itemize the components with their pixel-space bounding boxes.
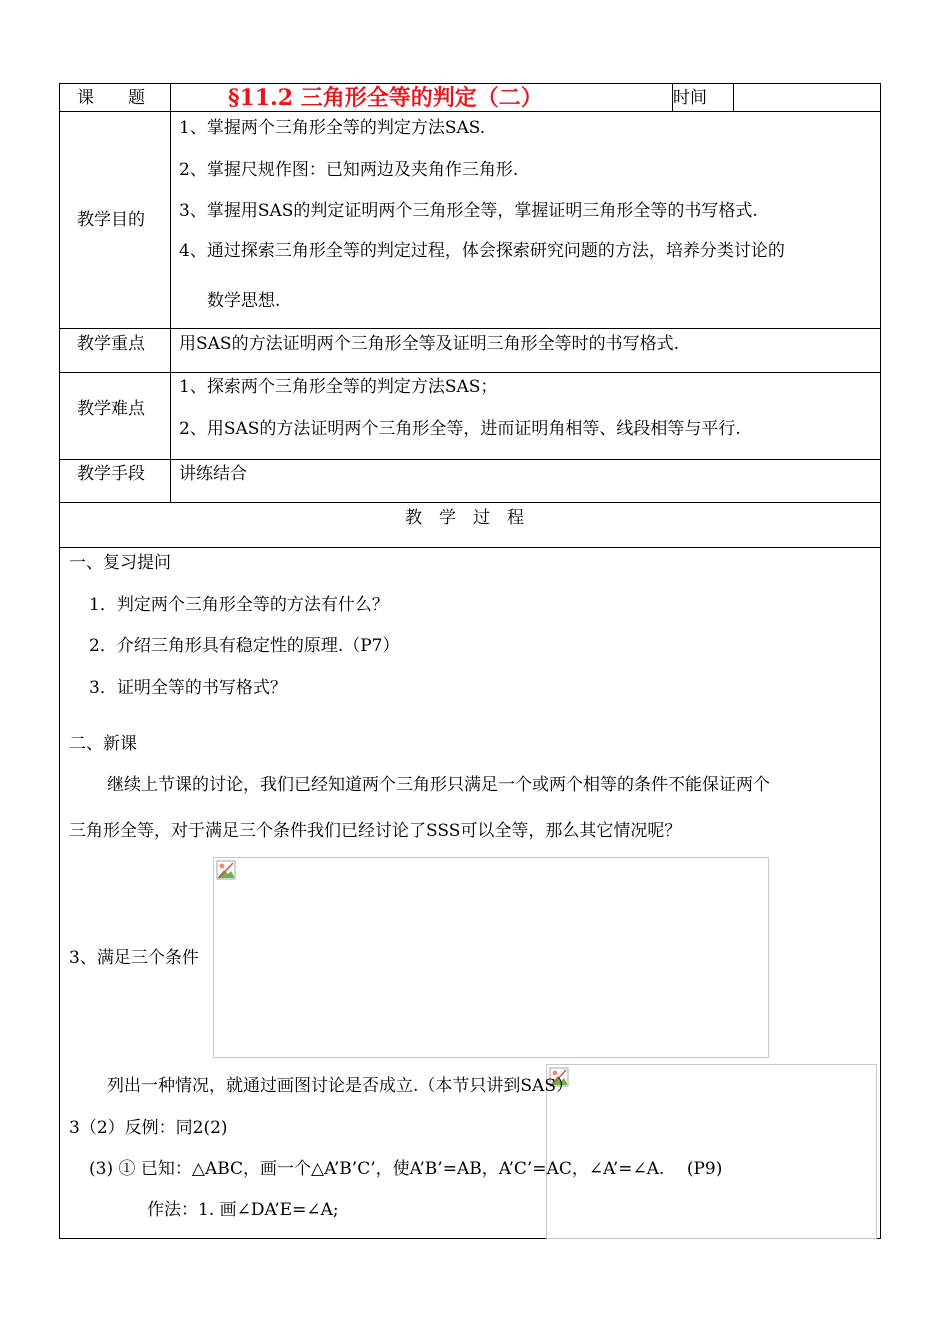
body-line: (3) ① 已知：△ABC，画一个△A’B’C’，使A’B’=AB，A’C’=AC，∠A’=∠A. (P9) bbox=[89, 1159, 723, 1179]
row-divider bbox=[60, 502, 880, 503]
column-divider bbox=[733, 84, 734, 111]
section-heading: 二、新课 bbox=[69, 734, 137, 754]
section-heading: 一、复习提问 bbox=[69, 553, 171, 573]
objective-item: 3、掌握用SAS的判定证明两个三角形全等，掌握证明三角形全等的书写格式. bbox=[179, 201, 758, 221]
body-line: 3（2）反例：同2(2) bbox=[69, 1118, 228, 1138]
row-divider bbox=[60, 328, 880, 329]
body-line: 3、满足三个条件 bbox=[69, 948, 199, 968]
figure-placeholder bbox=[213, 857, 769, 1058]
row-divider bbox=[60, 372, 880, 373]
objective-item: 4、通过探索三角形全等的判定过程，体会探索研究问题的方法，培养分类讨论的 bbox=[179, 241, 785, 261]
key-points-label: 教学重点 bbox=[77, 334, 145, 354]
row-divider bbox=[60, 111, 880, 112]
broken-image-icon bbox=[216, 860, 236, 880]
means-label: 教学手段 bbox=[77, 464, 145, 484]
objective-item: 1、掌握两个三角形全等的判定方法SAS. bbox=[179, 118, 486, 138]
row-divider bbox=[60, 547, 880, 548]
body-line: 列出一种情况，就通过画图讨论是否成立.（本节只讲到SAS） bbox=[107, 1076, 573, 1096]
topic-label: 课 题 bbox=[77, 88, 145, 108]
key-points-text: 用SAS的方法证明两个三角形全等及证明三角形全等时的书写格式. bbox=[179, 334, 679, 354]
column-divider bbox=[170, 84, 171, 502]
objective-item: 数学思想. bbox=[207, 291, 281, 311]
means-text: 讲练结合 bbox=[179, 464, 247, 484]
row-divider bbox=[60, 459, 880, 460]
difficulty-item: 2、用SAS的方法证明两个三角形全等，进而证明角相等、线段相等与平行. bbox=[179, 419, 741, 439]
body-line: 作法：1. 画∠DA’E=∠A; bbox=[147, 1200, 339, 1220]
objective-item: 2、掌握尺规作图：已知两边及夹角作三角形. bbox=[179, 160, 519, 180]
difficulties-label: 教学难点 bbox=[77, 399, 145, 419]
body-paragraph: 三角形全等，对于满足三个条件我们已经讨论了SSS可以全等，那么其它情况呢？ bbox=[69, 821, 682, 841]
time-label: 时间 bbox=[673, 88, 707, 108]
lesson-title: §11.2 三角形全等的判定（二） bbox=[228, 85, 543, 111]
figure-placeholder bbox=[546, 1064, 877, 1239]
difficulty-item: 1、探索两个三角形全等的判定方法SAS； bbox=[179, 377, 498, 397]
process-heading: 教 学 过 程 bbox=[405, 508, 524, 528]
review-question: 3．证明全等的书写格式？ bbox=[89, 678, 287, 698]
objectives-label: 教学目的 bbox=[77, 210, 145, 230]
review-question: 2．介绍三角形具有稳定性的原理.（P7） bbox=[89, 636, 400, 656]
review-question: 1．判定两个三角形全等的方法有什么？ bbox=[89, 595, 389, 615]
body-paragraph: 继续上节课的讨论，我们已经知道两个三角形只满足一个或两个相等的条件不能保证两个 bbox=[107, 775, 770, 795]
